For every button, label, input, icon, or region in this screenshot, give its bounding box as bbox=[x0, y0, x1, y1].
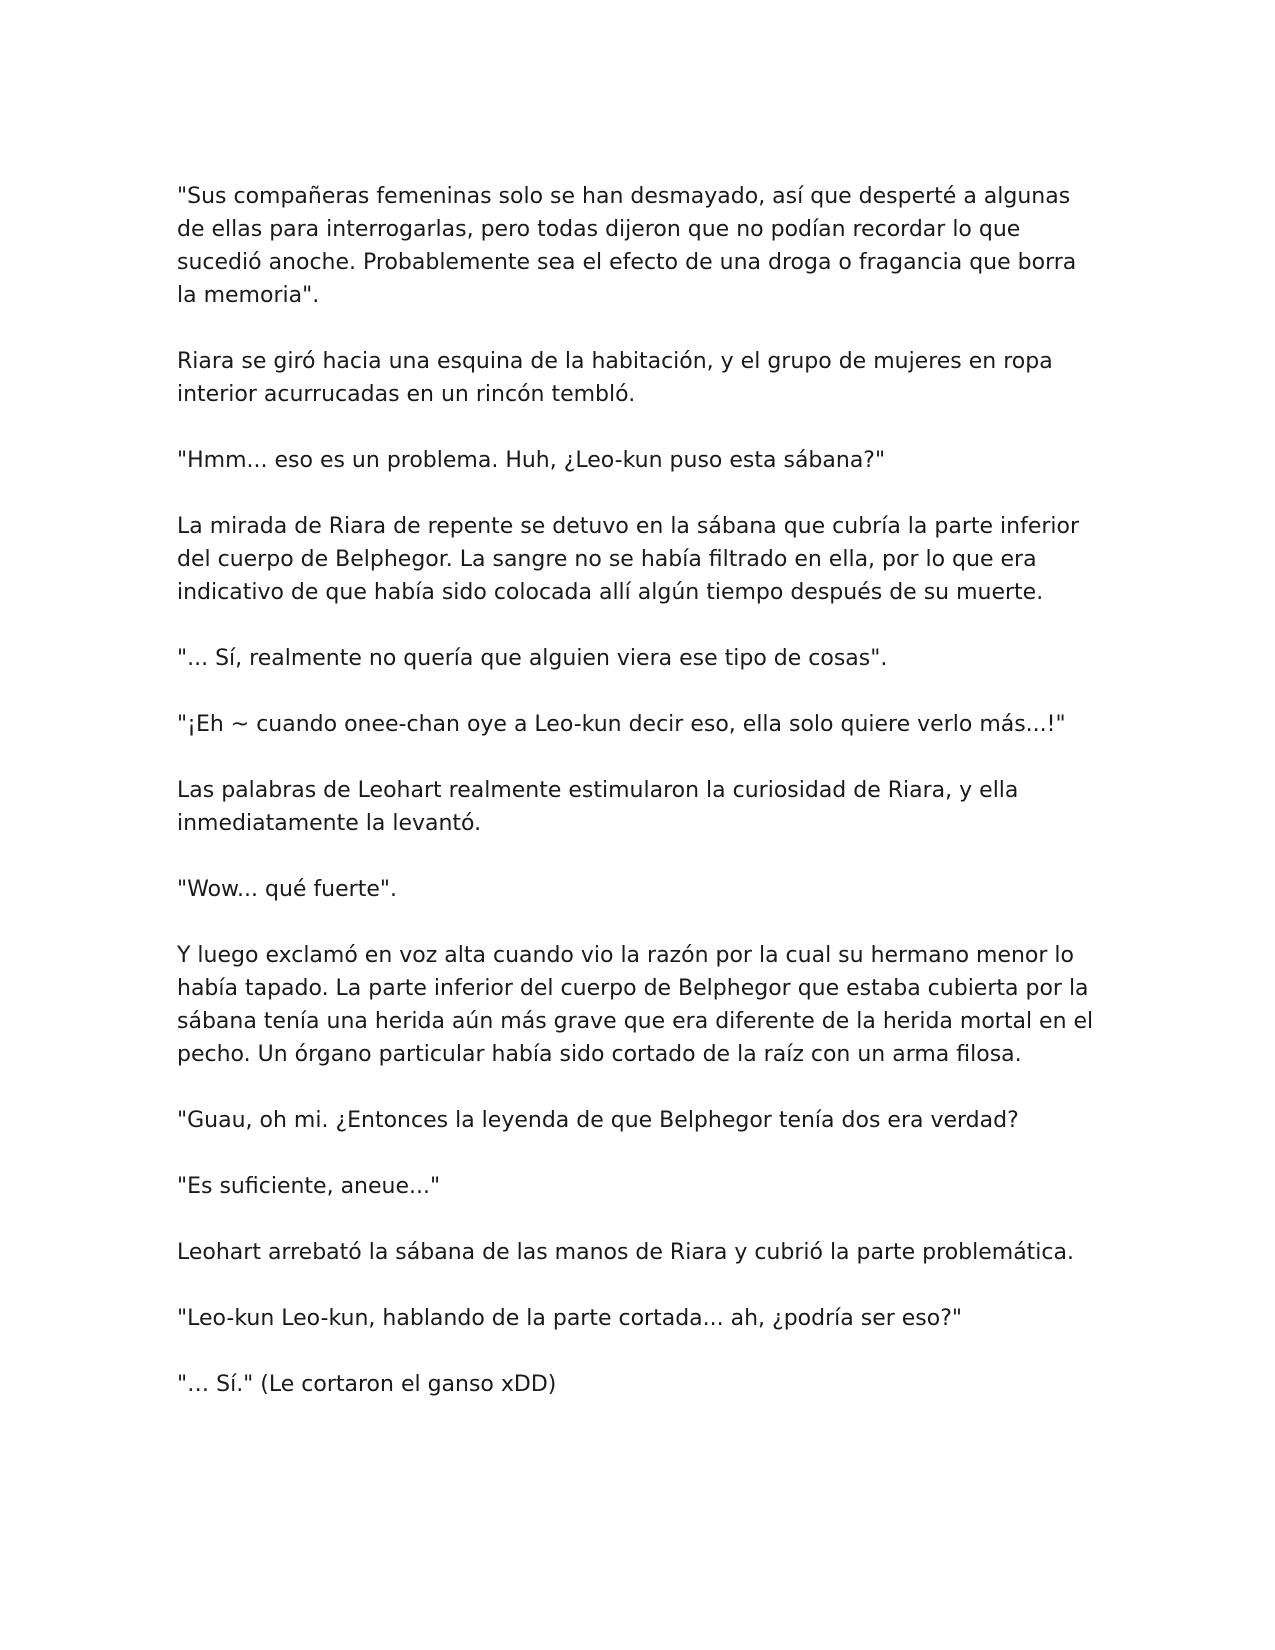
paragraph-6: "¡Eh ~ cuando onee-chan oye a Leo-kun decir eso, ella solo quiere verlo más...!" bbox=[177, 712, 1066, 737]
paragraph-13: "Leo-kun Leo-kun, hablando de la parte cortada... ah, ¿podría ser eso?" bbox=[177, 1306, 963, 1331]
paragraph-12: Leohart arrebató la sábana de las manos de Riara y cubrió la parte problemática. bbox=[177, 1240, 1074, 1265]
paragraph-5: "... Sí, realmente no quería que alguien viera ese tipo de cosas". bbox=[177, 646, 888, 671]
paragraph-11: "Es suficiente, aneue..." bbox=[177, 1174, 441, 1199]
paragraph-9: Y luego exclamó en voz alta cuando vio la razón por la cual su hermano menor lo había tapado. La parte inferior del cuerpo de Belphegor que estaba cubierta por la sábana tenía una herida aún más grave que era diferente de la herida mortal en el pecho. Un órgano particular había sido cortado de la raíz con un arma filosa. bbox=[177, 943, 1094, 1067]
paragraph-4: La mirada de Riara de repente se detuvo en la sábana que cubría la parte inferior del cuerpo de Belphegor. La sangre no se había filtrado en ella, por lo que era indicativo de que había sido colocada allí algún tiempo después de su muerte. bbox=[177, 514, 1080, 605]
paragraph-10: "Guau, oh mi. ¿Entonces la leyenda de que Belphegor tenía dos era verdad? bbox=[177, 1108, 1019, 1133]
paragraph-14: "… Sí." (Le cortaron el ganso xDD) bbox=[177, 1372, 557, 1397]
paragraph-8: "Wow... qué fuerte". bbox=[177, 877, 397, 902]
paragraph-1: "Sus compañeras femeninas solo se han desmayado, así que desperté a algunas de ellas para interrogarlas, pero todas dijeron que no podían recordar lo que sucedió anoche. Probablemente sea el efecto de una droga o fragancia que borra la memoria". bbox=[177, 184, 1077, 308]
paragraph-3: "Hmm... eso es un problema. Huh, ¿Leo-kun puso esta sábana?" bbox=[177, 448, 886, 473]
document-body bbox=[177, 180, 1102, 1434]
paragraph-7: Las palabras de Leohart realmente estimularon la curiosidad de Riara, y ella inmediatamente la levantó. bbox=[177, 778, 1019, 836]
paragraph-2: Riara se giró hacia una esquina de la habitación, y el grupo de mujeres en ropa interior acurrucadas en un rincón tembló. bbox=[177, 349, 1053, 407]
